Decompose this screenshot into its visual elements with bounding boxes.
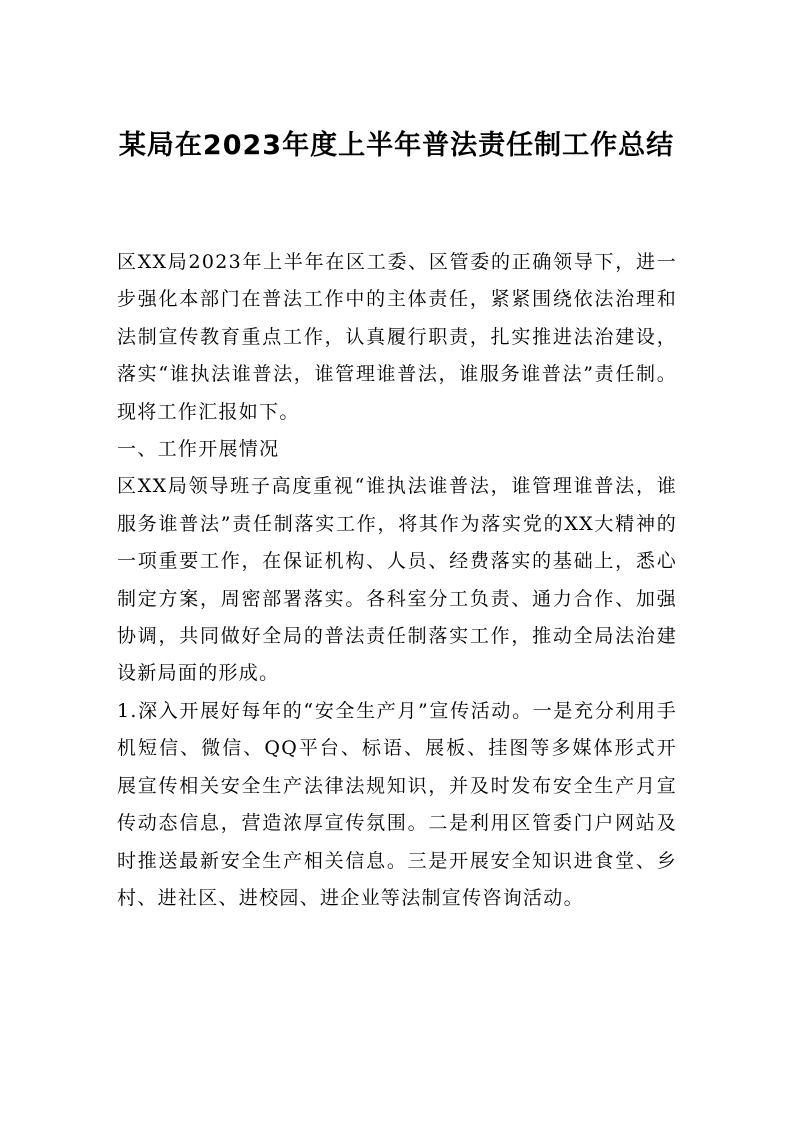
work-progress-paragraph: 区XX局领导班子高度重视“谁执法谁普法，谁管理谁普法，谁服务谁普法”责任制落实工作，将其作为落实党的XX大精神的一项重要工作，在保证机构、人员、经费落实的基础上，悉心制定方案，周密部署落实。各科室分工负责、通力合作、加强协调，共同做好全局的普法责任制落实工作，推动全局法治建设新局面的形成。 xyxy=(117,475,677,685)
intro-paragraph: 区XX局2023年上半年在区工委、区管委的正确领导下，进一步强化本部门在普法工作中的主体责任，紧紧围绕依法治理和法制宣传教育重点工作，认真履行职责，扎实推进法治建设，落实“谁执法谁普法，谁管理谁普法，谁服务谁普法”责任制。现将工作汇报如下。 xyxy=(117,251,677,423)
section-heading-work-progress: 一、工作开展情况 xyxy=(117,438,280,461)
safety-month-paragraph: 1.深入开展好每年的“安全生产月”宣传活动。一是充分利用手机短信、微信、QQ平台、标语、展板、挂图等多媒体形式开展宣传相关安全生产法律法规知识，并及时发布安全生产月宣传动态信息，营造浓厚宣传氛围。二是利用区管委门户网站及时推送最新安全生产相关信息。三是开展安全知识进食堂、乡村、进社区、进校园、进企业等法制宣传咨询活动。 xyxy=(117,699,677,909)
document-body xyxy=(117,244,677,917)
document-title: 某局在2023年度上半年普法责任制工作总结 xyxy=(118,130,675,161)
